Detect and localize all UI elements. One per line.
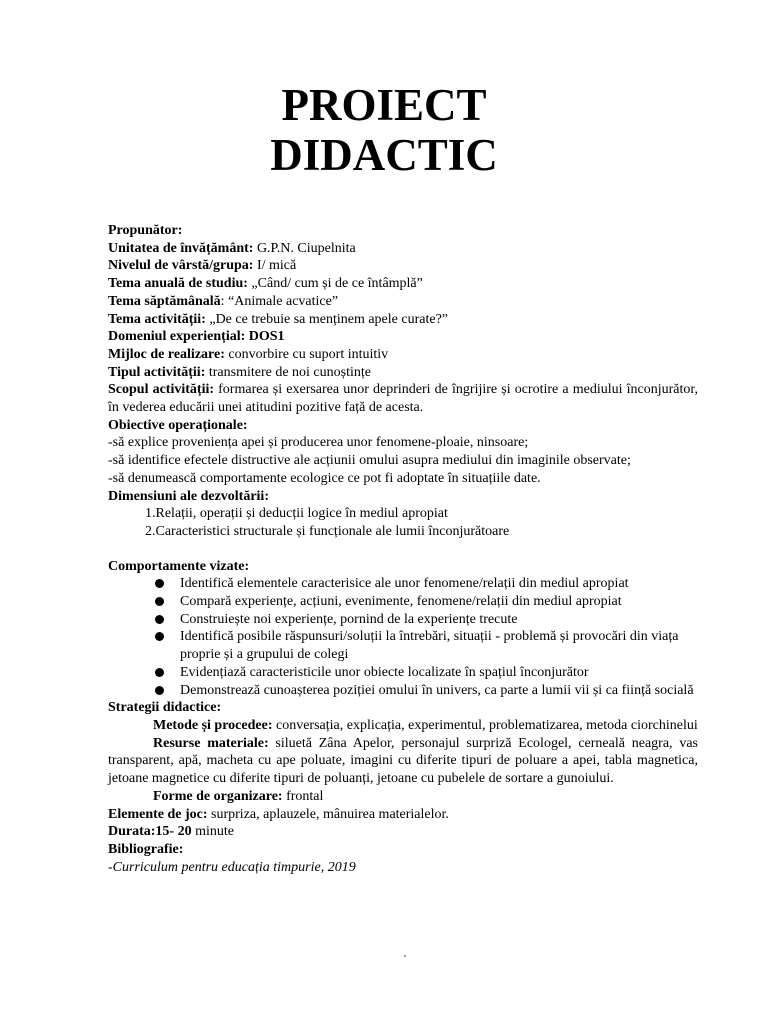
strategies-heading: Strategii didactice:: [108, 700, 222, 716]
spacer: [108, 541, 698, 558]
title-line-2: DIDACTIC: [270, 130, 498, 180]
field-mijloc: [108, 346, 698, 364]
bibliography-heading: Bibliografie:: [108, 841, 184, 857]
list-item: Identifică elementele caracterisice ale unor fenomene/relații din mediul apropiat: [108, 575, 698, 593]
field-value: formarea și exersarea unor deprinderi de îngrijire și ocrotire a mediului înconjurător, în vederea educării unei atitudini pozitive față de acesta.: [108, 382, 698, 416]
field-value: frontal: [282, 788, 324, 804]
field-value: I/ mică: [253, 258, 297, 274]
field-unitatea: [108, 240, 698, 258]
objective-item: -să identifice efectele distructive ale acțiunii omului asupra mediului din imaginile observate;: [108, 453, 631, 469]
field-value: „Când/ cum și de ce întâmplă”: [247, 276, 423, 292]
field-label: Unitatea de învățământ:: [108, 240, 254, 256]
field-label: Resurse materiale:: [153, 735, 269, 751]
field-durata: [108, 823, 698, 841]
field-value: G.P.N. Ciupelnita: [253, 240, 356, 256]
list-item: Evidențiază caracteristicile unor obiecte localizate în spațiul înconjurător: [108, 664, 698, 682]
strategies-resurse: [108, 735, 698, 788]
field-value: convorbire cu suport intuitiv: [224, 346, 389, 362]
behaviors-list: [108, 575, 698, 699]
dimension-item: 1.Relații, operații și deducții logice în mediul apropiat: [145, 506, 448, 522]
bullet-icon: [155, 632, 164, 641]
field-label: Forme de organizare:: [153, 788, 283, 804]
list-item: Identifică posibile răspunsuri/soluții la întrebări, situații - problemă și provocări din viața proprie și a grupului de colegi: [108, 628, 698, 663]
title-line-1: PROIECT: [281, 80, 487, 130]
bibliography-item: -Curriculum pentru educația timpurie, 2019: [108, 859, 356, 875]
field-value: conversația, explicația, experimentul, problematizarea, metoda ciorchinelui: [272, 717, 698, 733]
field-value: surpriza, aplauzele, mânuirea materialelor.: [207, 806, 449, 822]
dimensions-heading: Dimensiuni ale dezvoltării:: [108, 488, 269, 504]
field-label: Tema săptămânală: [108, 293, 221, 309]
field-label: Durata:15- 20: [108, 824, 192, 840]
bullet-icon: [155, 579, 164, 588]
field-tipul: [108, 364, 698, 382]
document-title: [0, 80, 768, 180]
bullet-icon: [155, 668, 164, 677]
field-tema-activitatii: [108, 311, 698, 329]
bullet-icon: [155, 686, 164, 695]
field-tema-saptamanala: [108, 293, 698, 311]
field-label: Tema anuală de studiu:: [108, 276, 248, 292]
field-value: „De ce trebuie sa menținem apele curate?”: [205, 311, 448, 327]
page-mark: [404, 955, 406, 957]
field-value: minute: [191, 824, 234, 840]
field-domeniul: [108, 328, 698, 346]
document-body: [108, 222, 698, 876]
bullet-icon: [155, 597, 164, 606]
objective-item: -să explice proveniența apei și producerea unor fenomene-ploaie, ninsoare;: [108, 435, 529, 451]
field-label: Metode și procedee:: [153, 717, 273, 733]
field-nivel: [108, 257, 698, 275]
list-item: Compară experiențe, acțiuni, evenimente, fenomene/relații din mediul apropiat: [108, 593, 698, 611]
field-label: Domeniul experiențial: DOS1: [108, 329, 285, 345]
strategies-metode: [108, 717, 698, 735]
dimension-item: 2.Caracteristici structurale și funcționale ale lumii înconjurătoare: [145, 523, 510, 539]
objective-item: -să denumească comportamente ecologice ce pot fi adoptate în situațiile date.: [108, 470, 541, 486]
field-label: Nivelul de vârstă/grupa:: [108, 258, 254, 274]
behaviors-heading: Comportamente vizate:: [108, 558, 250, 574]
field-label: Mijloc de realizare:: [108, 346, 225, 362]
field-label: Elemente de joc:: [108, 806, 208, 822]
field-value: siluetă Zâna Apelor, personajul surpriză Ecologel, cerneală neagra, vas transparent, apă, macheta cu ape poluate, imagini cu diferite tipuri de poluare a apei, tabla magnetica, jetoane magnetice cu diferite tipuri de poluanți, jetoane cu pubelele de sortare a gunoiului.: [108, 735, 698, 787]
field-elemente-joc: [108, 806, 698, 824]
bullet-icon: [155, 615, 164, 624]
field-value: : “Animale acvatice”: [220, 293, 339, 309]
objectives-heading: Obiective operaționale:: [108, 417, 248, 433]
field-value: transmitere de noi cunoștințe: [205, 364, 371, 380]
strategies-forme: [108, 788, 698, 806]
field-label: Scopul activității:: [108, 382, 215, 398]
list-item: Construiește noi experiențe, pornind de la experiențe trecute: [108, 611, 698, 629]
field-label: Tipul activității:: [108, 364, 206, 380]
field-scopul: [108, 381, 698, 416]
field-tema-anuala: [108, 275, 698, 293]
field-propunator: [108, 222, 698, 240]
field-label: Propunător:: [108, 223, 183, 238]
list-item: Demonstrează cunoașterea poziției omului în univers, ca parte a lumii vii și ca ființă socială: [108, 682, 698, 700]
field-label: Tema activității:: [108, 311, 206, 327]
